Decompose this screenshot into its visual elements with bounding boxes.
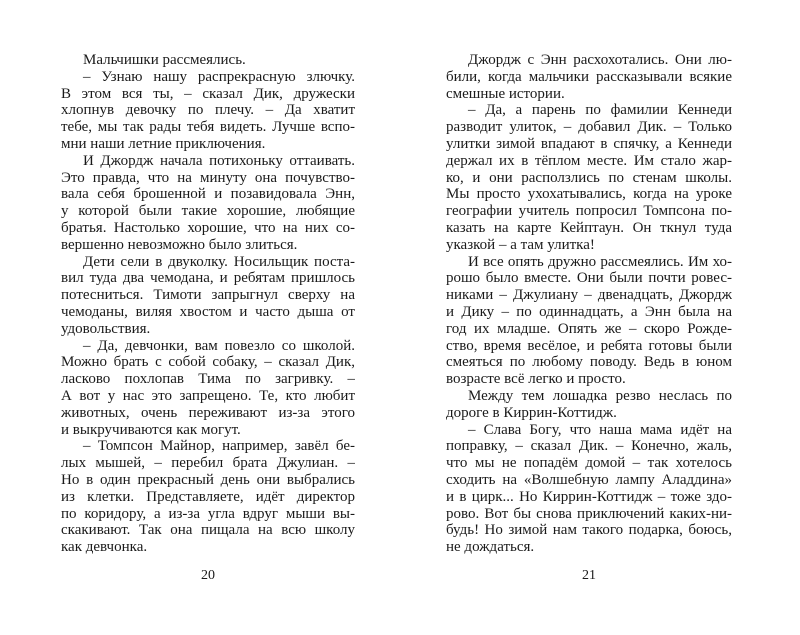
text-line: сходить на «Волшебную лампу Аладдина» <box>446 471 732 488</box>
paragraph <box>61 153 355 254</box>
text-line: смеяться по любому поводу. Ведь в юном <box>446 354 732 371</box>
text-line: тебе, мы так рады тебя видеть. Лучше вспо- <box>61 119 355 136</box>
text-line: из клетки. Представляете, идёт директор <box>61 488 355 505</box>
text-line: вил туда два чемодана, и ребятам пришлось <box>61 270 355 287</box>
text-line: Можно брать с собой собаку, – сказал Дик, <box>61 354 355 371</box>
text-line: Мальчишки рассмеялись. <box>83 52 246 68</box>
paragraph <box>61 52 355 69</box>
text-line: ко, и они расползлись по стенам школы. <box>446 169 732 186</box>
text-line: никами – Джулиану – двенадцать, Джордж <box>446 287 732 304</box>
text-line: и Дику – по одиннадцать, а Энн была на <box>446 303 732 320</box>
text-line: Дети сели в двуколку. Носильщик поста- <box>83 253 355 270</box>
paragraph <box>446 102 732 253</box>
text-line: ласково похлопав Тима по загривку. – <box>61 371 355 388</box>
text-line: рошо было вместе. Они были почти ровес- <box>446 270 732 287</box>
text-line: ство, время весёлое, и ребята готовы были <box>446 337 732 354</box>
text-line: животных, очень переживают из-за этого <box>61 404 355 421</box>
text-line: и выкручиваются как могут. <box>61 421 241 438</box>
text-line: у которой были такие хорошие, любящие <box>61 203 355 220</box>
text-line: мни наши летние приключения. <box>61 135 266 152</box>
text-line: возрасте всё легко и просто. <box>446 371 626 388</box>
text-line: Это правда, что на минуту она почувство- <box>61 169 355 186</box>
text-line: И Джордж начала потихоньку оттаивать. <box>83 152 355 169</box>
text-line: В этом вся ты, – сказал Дик, дружески <box>61 85 355 102</box>
text-line: год их младше. Опять же – скоро Рожде- <box>446 320 732 337</box>
text-line: скакивают. Так она пищала на всю школу <box>61 522 355 539</box>
text-line: потесниться. Тимоти запрыгнул сверху на <box>61 287 355 304</box>
text-line: Мы просто ухохатывались, когда на уроке <box>446 186 732 203</box>
right-page-text <box>446 52 732 556</box>
text-line: вершенно невозможно было злиться. <box>61 236 298 253</box>
page-number-left: 20 <box>201 568 215 583</box>
paragraph <box>61 69 355 153</box>
text-line: – Да, а парень по фамилии Кеннеди <box>468 102 732 119</box>
paragraph <box>446 422 732 556</box>
text-line: удовольствия. <box>61 320 151 337</box>
text-line: смешные истории. <box>446 85 565 102</box>
paragraph <box>446 52 732 102</box>
text-line: географии учитель попросил Томпсона по- <box>446 203 732 220</box>
paragraph <box>446 388 732 422</box>
text-line: поправку, – сказал Дик. – Конечно, жаль, <box>446 438 732 455</box>
paragraph <box>61 438 355 556</box>
text-line: и в цирк... Но Киррин-Коттидж – тоже здо- <box>446 488 732 505</box>
text-line: вала себя брошенной и позавидовала Энн, <box>61 186 355 203</box>
text-line: били, когда мальчики рассказывали всякие <box>446 68 732 85</box>
paragraph <box>61 338 355 439</box>
text-line: разводит улиток, – добавил Дик. – Только <box>446 119 732 136</box>
text-line: указкой – а там улитка! <box>446 236 595 253</box>
text-line: что мы не попадём домой – так хотелось <box>446 455 732 472</box>
paragraph <box>446 254 732 388</box>
text-line: – Узнаю нашу распрекрасную злючку. <box>83 68 355 85</box>
text-line: Но в один прекрасный день они выбрались <box>61 471 355 488</box>
left-page-text <box>61 52 355 556</box>
text-line: дороге в Киррин-Коттидж. <box>446 404 617 421</box>
paragraph <box>61 254 355 338</box>
text-line: рово. Вот бы снова приключений каких-ни- <box>446 505 732 522</box>
text-line: хлопнув девочку по плечу. – Да хватит <box>61 102 355 119</box>
text-line: будь! Но зимой нам такого подарка, боюсь, <box>446 522 732 539</box>
text-line: А вот у нас это запрещено. Те, кто любит <box>61 387 355 404</box>
text-line: – Да, девчонки, вам повезло со школой. <box>83 337 355 354</box>
text-line: улитки зимой впадают в спячку, а Кеннеди <box>446 135 732 152</box>
text-line: по коридору, а из-за угла вдруг мыши вы- <box>61 505 355 522</box>
text-line: – Слава Богу, что наша мама идёт на <box>468 421 732 438</box>
text-line: держал их в тёплом месте. Им стало жар- <box>446 152 732 169</box>
text-line: – Томпсон Майнор, например, завёл бе- <box>83 438 355 455</box>
text-line: не дождаться. <box>446 539 535 556</box>
text-line: братья. Настолько хорошие, что на них со- <box>61 219 355 236</box>
text-line: лых мышей, – перебил брата Джулиан. – <box>61 455 355 472</box>
text-line: казать на карте Кейптаун. Он ткнул туда <box>446 219 732 236</box>
page-number-right: 21 <box>582 568 596 583</box>
text-line: И все опять дружно рассмеялись. Им хо- <box>468 253 732 270</box>
text-line: чемоданы, виляя хвостом и часто дыша от <box>61 303 355 320</box>
text-line: Джордж с Энн расхохотались. Они лю- <box>468 52 732 68</box>
text-line: как девчонка. <box>61 539 148 556</box>
text-line: Между тем лошадка резво неслась по <box>468 387 732 404</box>
